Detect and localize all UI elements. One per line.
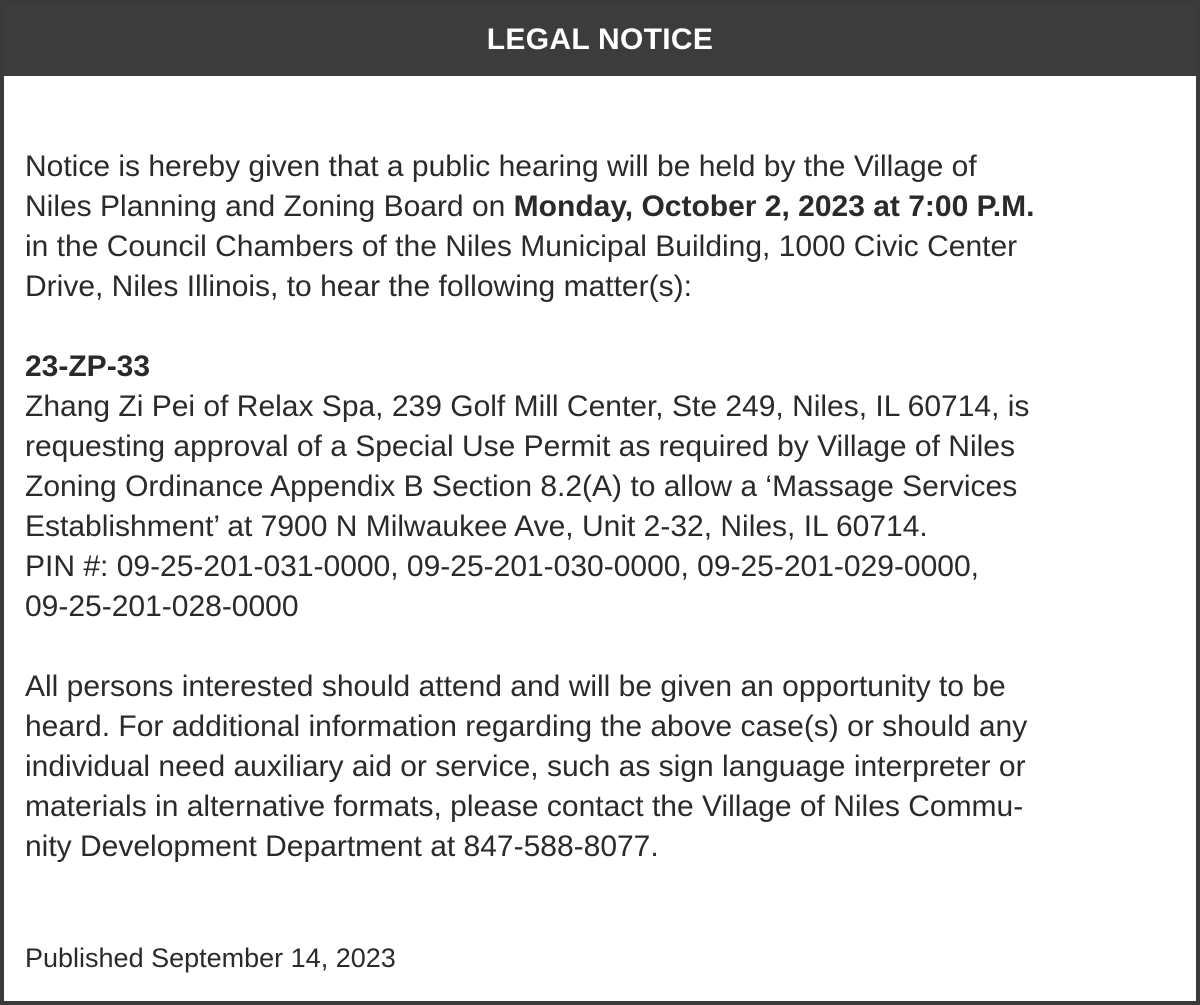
case-line-1: Zhang Zi Pei of Relax Spa, 239 Golf Mill Center, Ste 249, Niles, IL 60714, is [25, 390, 1030, 423]
case-number: 23-ZP-33 [25, 350, 151, 383]
case-line-2: requesting approval of a Special Use Permit as required by Village of Niles [25, 430, 1015, 463]
pin-numbers-cont: 09-25-201-028-0000 [25, 590, 299, 623]
notice-title: LEGAL NOTICE [486, 23, 714, 56]
closing-line-3: individual need auxiliary aid or service, such as sign language interpreter or [25, 750, 1026, 783]
closing-line-5: nity Development Department at 847-588-8077. [25, 830, 659, 863]
intro-line-1: Notice is hereby given that a public hearing will be held by the Village of [25, 150, 977, 183]
intro-paragraph [25, 147, 1185, 307]
closing-line-2: heard. For additional information regarding the above case(s) or should any [25, 710, 1028, 743]
closing-line-1: All persons interested should attend and will be given an opportunity to be [25, 670, 1006, 703]
closing-line-4: materials in alternative formats, please contact the Village of Niles Commu- [25, 790, 1024, 823]
intro-line-4: Drive, Niles Illinois, to hear the following matter(s): [25, 270, 692, 303]
published-date: Published September 14, 2023 [25, 943, 396, 973]
intro-line-2 [25, 187, 1185, 227]
pin-numbers: PIN #: 09-25-201-031-0000, 09-25-201-030-0000, 09-25-201-029-0000, [25, 550, 980, 583]
case-line-4: Establishment’ at 7900 N Milwaukee Ave, Unit 2-32, Niles, IL 60714. [25, 510, 928, 543]
notice-header [4, 4, 1196, 76]
intro-line-2-text: Niles Planning and Zoning Board on [25, 190, 514, 223]
intro-line-3: in the Council Chambers of the Niles Municipal Building, 1000 Civic Center [25, 230, 1018, 263]
closing-paragraph [25, 667, 1185, 867]
case-line-3: Zoning Ordinance Appendix B Section 8.2(A) to allow a ‘Massage Services [25, 470, 1018, 503]
hearing-date: Monday, October 2, 2023 at 7:00 P.M. [513, 190, 1035, 223]
case-paragraph [25, 347, 1185, 627]
